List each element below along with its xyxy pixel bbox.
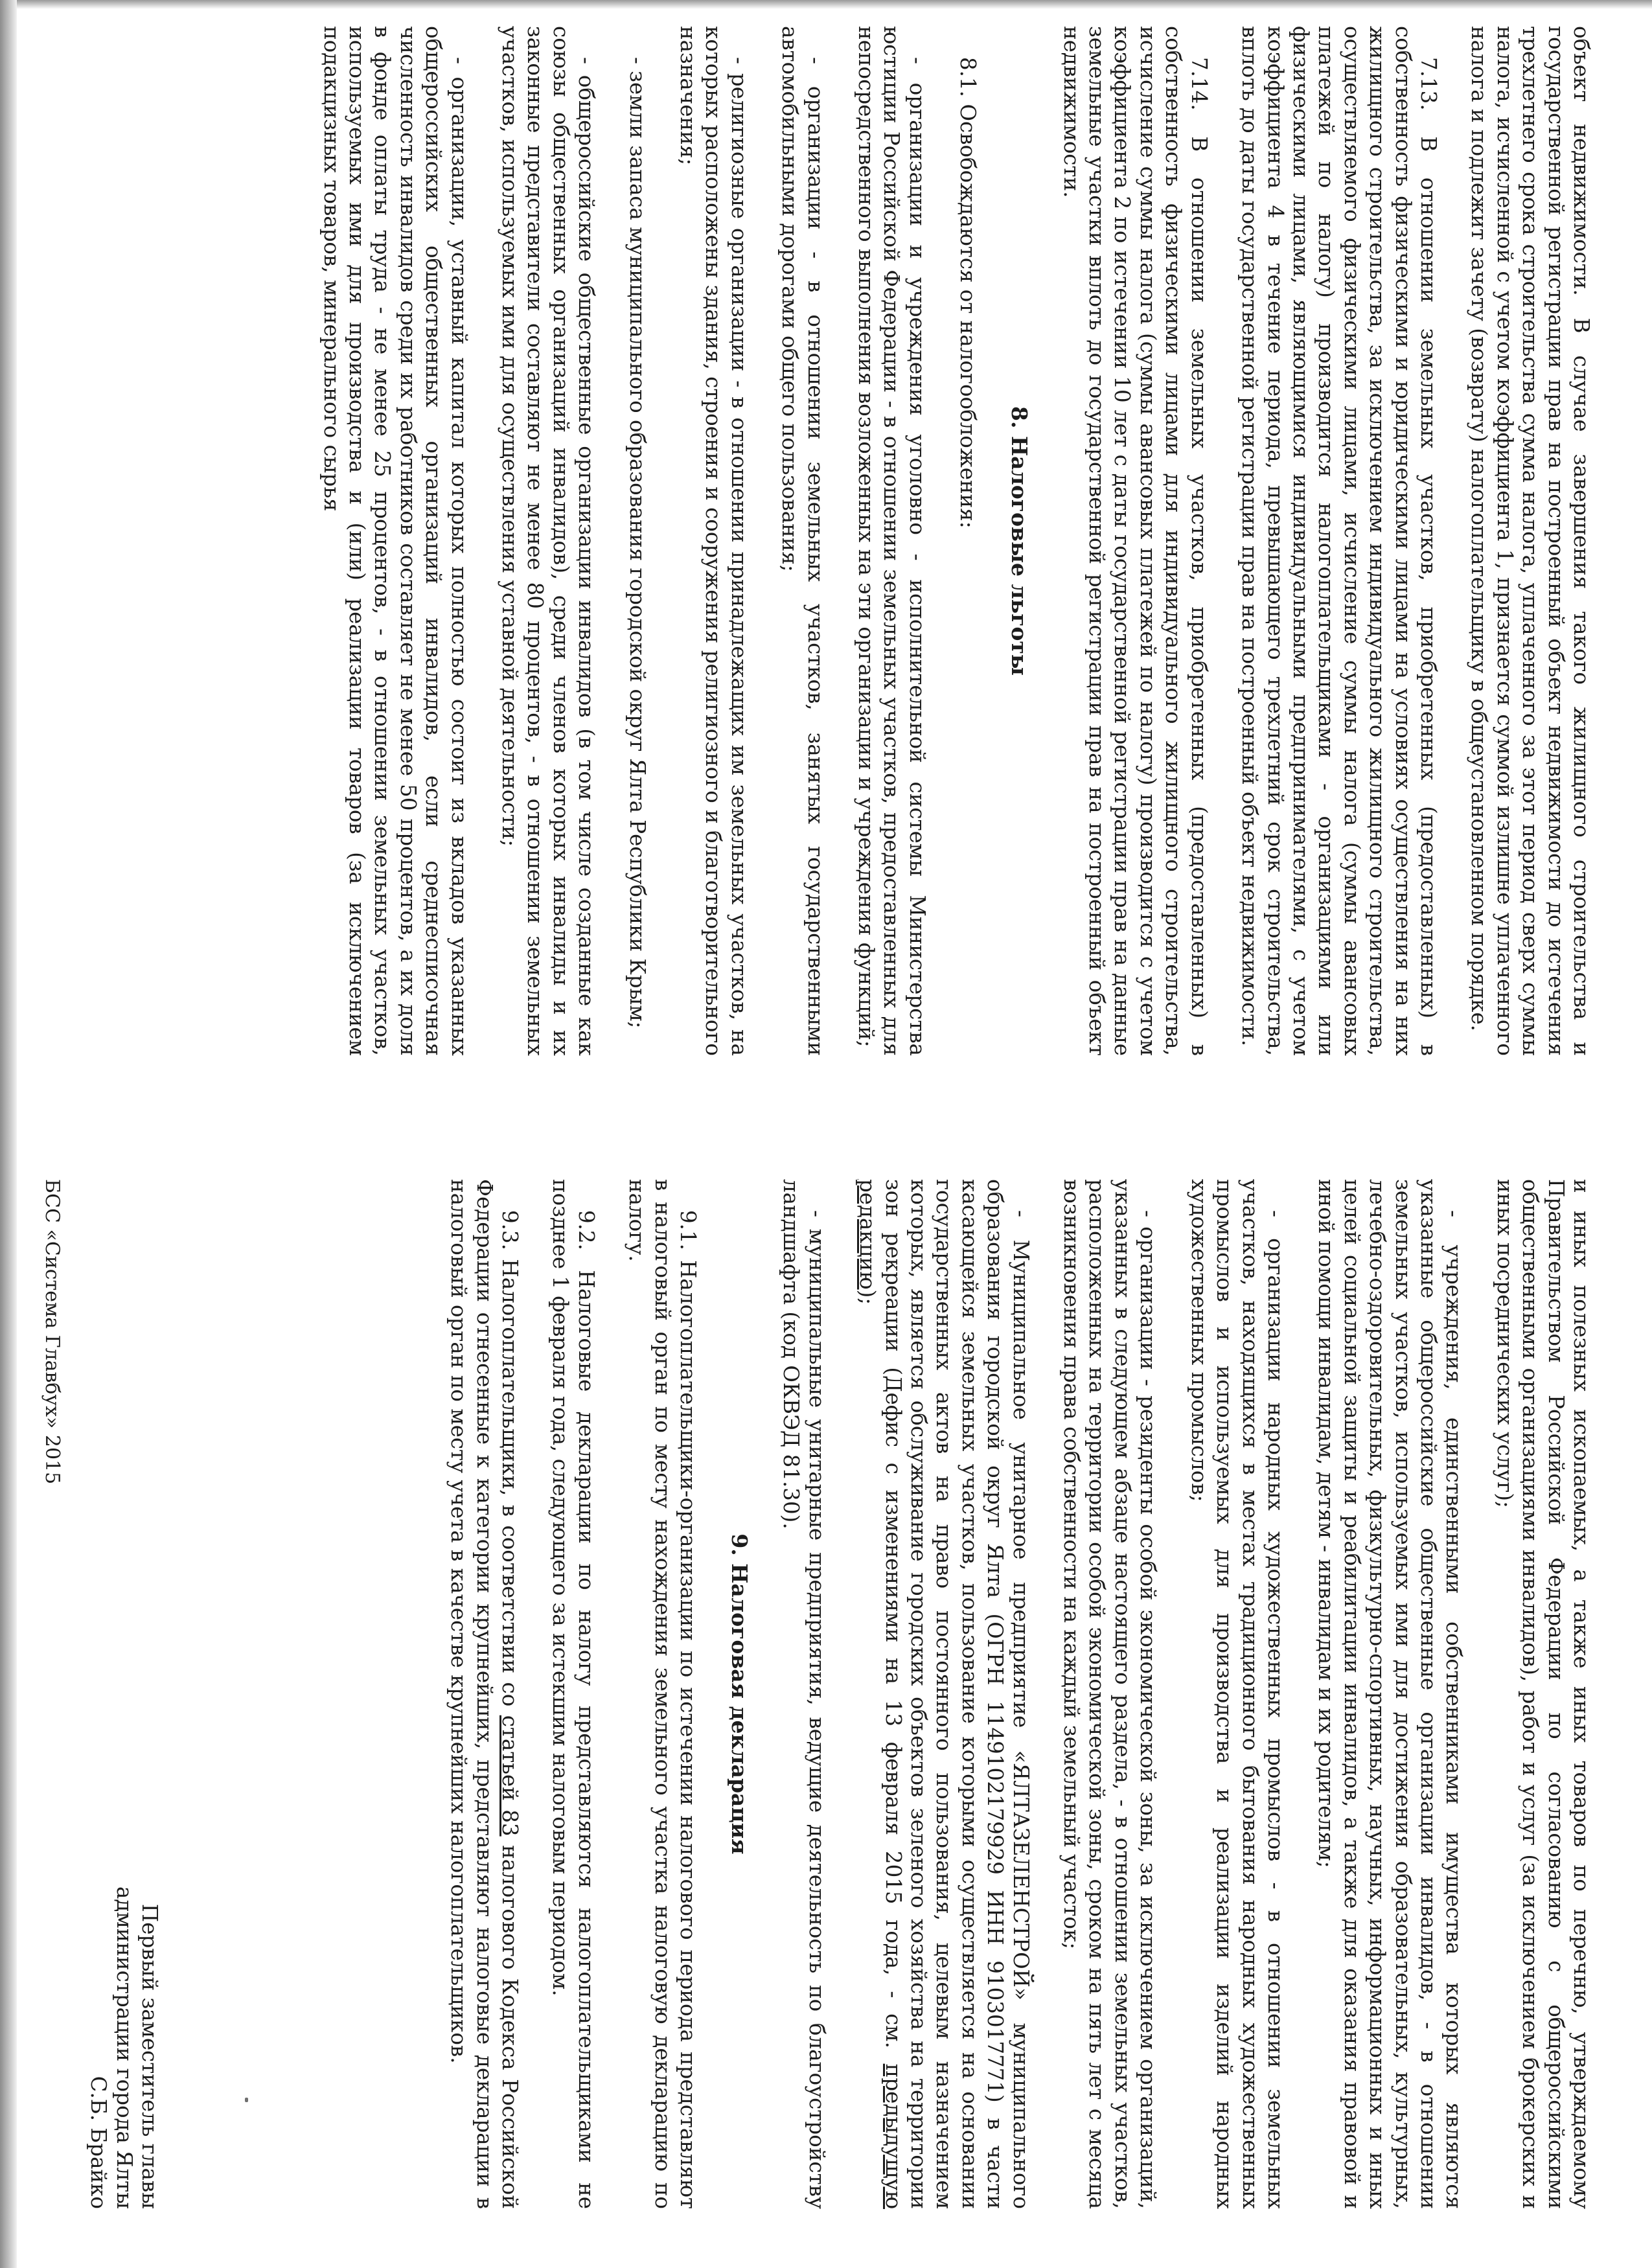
left-text-column — [91, 26, 1594, 1056]
paragraph-9-3 — [446, 1179, 522, 2209]
exemption-item: - общероссийские общественные организации инвалидов (в том числе созданные как союзы общественных организаций инвалидов), среди членов которых инвалиды и их законные представители составляют не менее 80 процентов, - в отношении земельных участков, используемых ими для осуществления уставной деятельности; — [498, 26, 599, 1056]
paragraph-8-1: 8.1. Освобождаются от налогообложения: — [956, 57, 981, 529]
page-footer: БСС «Система Главбух» 2015 — [41, 1179, 63, 1485]
exemption-item: - организации и учреждения уголовно - исполнительной системы Министерства юстиции Российской Федерации - в отношении земельных участков, предоставленных для непосредственного выполнения возложенных на эти организации и учреждения функций; — [854, 26, 930, 1056]
paragraph-7-14: 7.14. В отношении земельных участков, приобретенных (предоставленных) в собственность физическими лицами для индивидуального жилищного строительства, исчисление суммы налога (суммы авансовых платежей по налогу) производится с учетом коэффициента 2 по истечении 10 лет с даты государственной регистрации прав на данные земельные участки вплоть до государственной регистрации прав на построенный объект недвижимости. — [1059, 26, 1211, 1056]
exemption-item: - земли запаса муниципального образования городской округ Ялта Республики Крым; — [625, 57, 650, 1029]
exemption-item: - муниципальные унитарные предприятия, ведущие деятельность по благоустройству ландшафта (код ОКВЭД 81.30). — [779, 1179, 829, 2209]
exemption-item: - учреждения, единственными собственниками имущества которых являются указанные общероссийские общественные организации инвалидов, - в отношении земельных участков, используемых ими для достижения образовательных, культурных, лечебно-оздоровительных, физкультурно-спортивных, научных, информационных и иных целей социальной защиты и реабилитации инвалидов, а также для оказания правовой и иной помощи инвалидам, детям - инвалидам и их родителям; — [1314, 1179, 1467, 2209]
paragraph-9-1: 9.1. Налогоплательщики-организации по истечении налогового периода представляют в налоговый орган по месту нахождения земельного участка налоговую декларацию по налогу. — [625, 1179, 701, 2209]
section-8-heading: 8. Налоговые льготы — [1007, 406, 1033, 676]
signature-block — [86, 1179, 162, 2209]
right-text-column — [91, 1179, 1594, 2209]
scan-edge-top — [0, 0, 1652, 9]
signature-name: С.Б. Брайко — [86, 2076, 111, 2209]
section-9-heading: 9. Налоговая декларация — [727, 1533, 753, 1855]
paragraph-7-13: 7.13. В отношении земельных участков, приобретенных (предоставленных) в собственность физическими и юридическими лицами на условиях осуществления на них жилищного строительства, за исключением индивидуального жилищного строительства, осуществляемого физическими лицами, исчисление суммы налога (суммы авансовых платежей по налогу) производится налогоплательщиками - организациями или физическими лицами, являющимися индивидуальными предпринимателями, с учетом коэффициента 4 в течение периода, превышающего трехлетний срок строительства, вплоть до даты государственной регистрации прав на построенный объект недвижимости. — [1237, 26, 1441, 1056]
paragraph-9-3-text: 9.3. Налогоплательщики, в соответствии со — [498, 1210, 522, 1707]
exemption-item-yaltazelenstroy — [855, 1179, 1033, 2209]
exemption-item: - организации - в отношении земельных участков, занятых государственными автомобильными дорогами общего пользования; — [777, 26, 828, 1056]
rotated-document-page — [39, 26, 1594, 2241]
article-83-link[interactable]: статьей 83 — [498, 1715, 522, 1837]
paragraph-continuation: и иных полезных ископаемых, а также иных товаров по перечню, утверждаемому Правительством Российской Федерации по согласованию с общероссийскими общественными организациями инвалидов), работ и услуг (за исключением брокерских и иных посреднических услуг); — [1492, 1179, 1594, 2209]
paragraph-continuation: объект недвижимости. В случае завершения такого жилищного строительства и государственной регистрации прав на построенный объект недвижимости до истечения трехлетнего срока строительства сумма налога, уплаченного за этот период сверх суммы налога, исчисленной с учетом коэффициента 1, признается суммой излишне уплаченного налога и подлежит зачету (возврату) налогоплательщику в общеустановленном порядке. — [1467, 26, 1594, 1056]
exemption-text: - Муниципальное унитарное предприятие «ЯЛТАЗЕЛЕНСТРОЙ» муниципального образования городской округ Ялта (ОГРН 1149102179929 ИНН 9103017771) в части касающейся земельных участков, пользование которыми осуществляется на основании государственных актов на право постоянного пользования, целевым назначением которых, является обслуживание городских объектов зеленого хозяйства на территории зон рекреации (Дефис с изменениями на 13 февраля 2015 года, - см. — [880, 1179, 1033, 2209]
exemption-item: - организации - резиденты особой экономической зоны, за исключением организаций, указанных в следующем абзаце настоящего раздела, - в отношении земельных участков, расположенных на территории особой экономической зоны, сроком на пять лет с месяца возникновения права собственности на каждый земельный участок; — [1059, 1179, 1161, 2209]
exemption-text-end: ); — [855, 1289, 880, 1305]
exemption-item: - религиозные организации - в отношении принадлежащих им земельных участков, на которых расположены здания, строения и сооружения религиозного и благотворительного назначения; — [676, 26, 751, 1056]
signature-position-line: Первый заместитель главы — [137, 1903, 162, 2209]
previous-edition-link[interactable]: предыдущую редакцию — [855, 1179, 906, 2209]
exemption-item: - организации, уставный капитал которых полностью состоит из вкладов указанных общероссийских общественных организаций инвалидов, если среднесписочная численность инвалидов среди их работников составляет не менее 50 процентов, а их доля в фонде оплаты труда - не менее 25 процентов, - в отношении земельных участков, используемых ими для производства и (или) реализации товаров (за исключением подакцизных товаров, минерального сырья — [319, 26, 472, 1056]
scan-edge-left — [0, 0, 17, 2268]
paragraph-9-2: 9.2. Налоговые декларации по налогу представляются налогоплательщиками не позднее 1 февраля года, следующего за истекшим налоговым периодом. — [548, 1179, 599, 2209]
paragraph-9-3-text-end: налогового Кодекса Российской Федерации отнесенные к категории крупнейших, представляют налоговые декларации в налоговый орган по месту учета в качестве крупнейших налогоплательщиков. — [446, 1179, 522, 2209]
signature-organization-line: администрации города Ялты — [111, 1886, 137, 2209]
exemption-item: - организации народных художественных промыслов - в отношении земельных участков, находящихся в местах традиционного бытования народных художественных промыслов и используемых для производства и реализации изделий народных художественных промыслов; — [1186, 1179, 1288, 2209]
